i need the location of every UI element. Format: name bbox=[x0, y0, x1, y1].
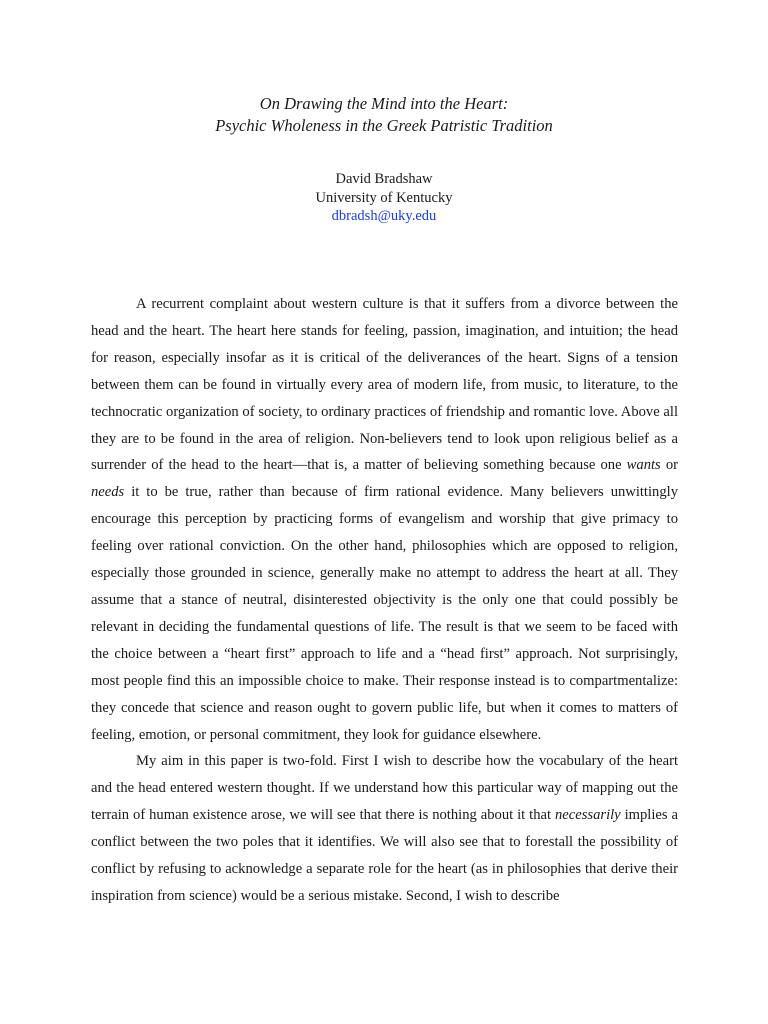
paragraph-1-text-a: A recurrent complaint about western culture is that it suffers from a divorce between the head and the heart. The heart here stands for feeling, passion, imagination, and intuition; the head for reason, especially insofar as it is critical of the deliverances of the heart. Signs of a tension between them can be found in virtually every area of modern life, from music, to literature, to the technocratic organization of society, to ordinary practices of friendship and romantic love. Above all they are to be found in the area of religion. Non-believers tend to look upon religious belief as a surrender of the head to the heart—that is, a matter of believing something because one bbox=[91, 296, 678, 474]
body-text bbox=[91, 291, 678, 910]
paragraph-2-text-a: My aim in this paper is two-fold. First I wish to describe how the vocabulary of the heart and the head entered western thought. If we understand how this particular way of mapping out the terrain of human existence arose, we will see that there is nothing about it that bbox=[91, 753, 678, 824]
paragraph-1-emphasis-needs: needs bbox=[91, 484, 125, 501]
author-email-link[interactable]: dbradsh@uky.edu bbox=[331, 208, 437, 224]
title-line-2: Psychic Wholeness in the Greek Patristic Tradition bbox=[215, 116, 553, 135]
author-affiliation: University of Kentucky bbox=[315, 189, 453, 206]
author-block bbox=[0, 170, 768, 226]
title-line-1: On Drawing the Mind into the Heart: bbox=[259, 94, 509, 113]
paragraph-1 bbox=[91, 291, 678, 748]
author-name: David Bradshaw bbox=[335, 171, 433, 187]
paragraph-1-text-c: it to be true, rather than because of firm rational evidence. Many believers unwittingly encourage this perception by practicing forms of evangelism and worship that give primacy to feeling over rational conviction. On the other hand, philosophies which are opposed to religion, especially those grounded in science, generally make no attempt to address the heart at all. They assume that a stance of neutral, disinterested objectivity is the only one that could possibly be relevant in deciding the fundamental questions of life. The result is that we seem to be faced with the choice between a “heart first” approach to life and a “head first” approach. Not surprisingly, most people find this an impossible choice to make. Their response instead is to compartmentalize: they concede that science and reason ought to govern public life, but when it comes to matters of feeling, emotion, or personal commitment, they look for guidance elsewhere. bbox=[91, 484, 678, 743]
paragraph-2-emphasis-necessarily: necessarily bbox=[555, 807, 621, 824]
paper-title bbox=[0, 93, 768, 137]
paragraph-1-emphasis-wants: wants bbox=[626, 457, 661, 474]
paragraph-1-text-b: or bbox=[660, 457, 678, 474]
paragraph-2-text-b: implies a conflict between the two poles that it identifies. We will also see that to forestall the possibility of conflict by refusing to acknowledge a separate role for the heart (as in philosophies that derive their inspiration from science) would be a serious mistake. Second, I wish to describe bbox=[91, 807, 678, 904]
paragraph-2 bbox=[91, 748, 678, 909]
